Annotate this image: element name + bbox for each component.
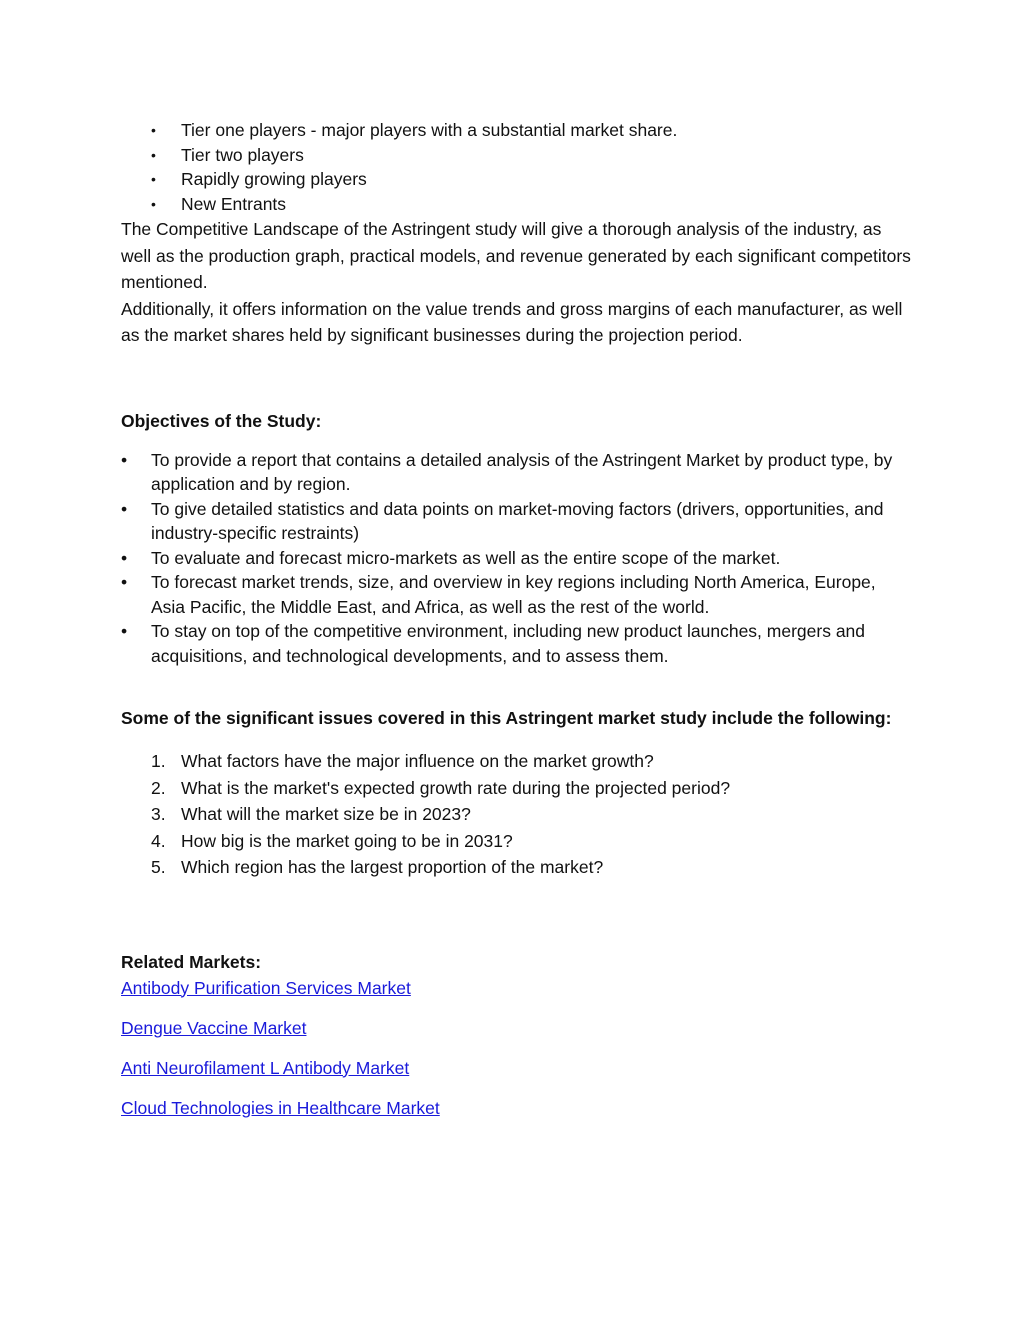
list-item [121,143,911,168]
item-number: 4. [151,830,166,851]
item-number: 3. [151,804,166,824]
list-item-text: To provide a report that contains a detailed analysis of the Astringent Market by product type, by application and by region. [151,449,893,494]
item-number: 5. [151,857,166,877]
objectives-heading: Objectives of the Study: [121,410,322,431]
issues-heading: Some of the significant issues covered in this Astringent market study include the following: [121,708,892,728]
list-item-text: Rapidly growing players [181,169,367,189]
list-item [121,448,911,497]
bullet: • [151,122,156,138]
bullet: • [121,498,128,519]
list-item-text: New Entrants [181,193,287,214]
list-item-text: Tier one players - major players with a substantial market share. [181,120,678,140]
bullet: • [151,195,156,212]
list-item [121,118,911,143]
list-item-text: What will the market size be in 2023? [181,804,471,824]
bullet: • [121,547,128,568]
list-item [121,775,911,802]
related-markets-heading: Related Markets: [121,951,262,972]
related-links [121,975,911,1121]
list-item-text: Tier two players [181,144,304,165]
link-anti-neurofilament[interactable]: Anti Neurofilament L Antibody Market [121,1057,410,1078]
competitive-landscape-paragraph: The Competitive Landscape of the Astringent study will give a thorough analysis of the industry, as well as the production graph, practical models, and revenue generated by each significant competitors mentioned. [121,219,911,292]
list-item-text: What factors have the major influence on the market growth? [181,751,654,771]
list-item [121,570,911,619]
link-dengue-vaccine[interactable]: Dengue Vaccine Market [121,1017,307,1038]
list-item-text: How big is the market going to be in 2031? [181,830,513,851]
issues-list [121,748,911,881]
list-item-text: What is the market's expected growth rate during the projected period? [181,777,731,798]
list-item [121,619,911,668]
item-number: 2. [151,777,166,798]
list-item [121,854,911,881]
item-number: 1. [151,751,166,771]
list-item [121,546,911,571]
tier-list [121,118,911,216]
list-item-text: To forecast market trends, size, and overview in key regions including North America, Europe, Asia Pacific, the Middle East, and Africa, as well as the rest of the world. [151,572,876,617]
link-cloud-technologies[interactable]: Cloud Technologies in Healthcare Market [121,1097,440,1118]
bullet: • [151,171,156,187]
list-item-text: To give detailed statistics and data points on market-moving factors (drivers, opportunities, and industry-specific restraints) [151,498,884,543]
list-item [121,748,911,775]
bullet: • [121,449,128,470]
link-antibody-purification[interactable]: Antibody Purification Services Market [121,977,411,998]
list-item-text: Which region has the largest proportion of the market? [181,857,604,877]
objectives-list [121,448,911,669]
list-item [121,828,911,855]
value-trends-paragraph: Additionally, it offers information on the value trends and gross margins of each manufacturer, as well as the market shares held by significant businesses during the projection period. [121,298,903,345]
list-item [121,192,911,217]
list-item [121,167,911,192]
bullet: • [121,621,128,641]
list-item [121,801,911,828]
list-item [121,497,911,546]
list-item-text: To evaluate and forecast micro-markets as well as the entire scope of the market. [151,547,781,568]
document-page [121,118,911,1121]
bullet: • [121,572,128,592]
list-item-text: To stay on top of the competitive environment, including new product launches, mergers and acquisitions, and technological developments, and to assess them. [151,621,866,666]
bullet: • [151,146,156,163]
